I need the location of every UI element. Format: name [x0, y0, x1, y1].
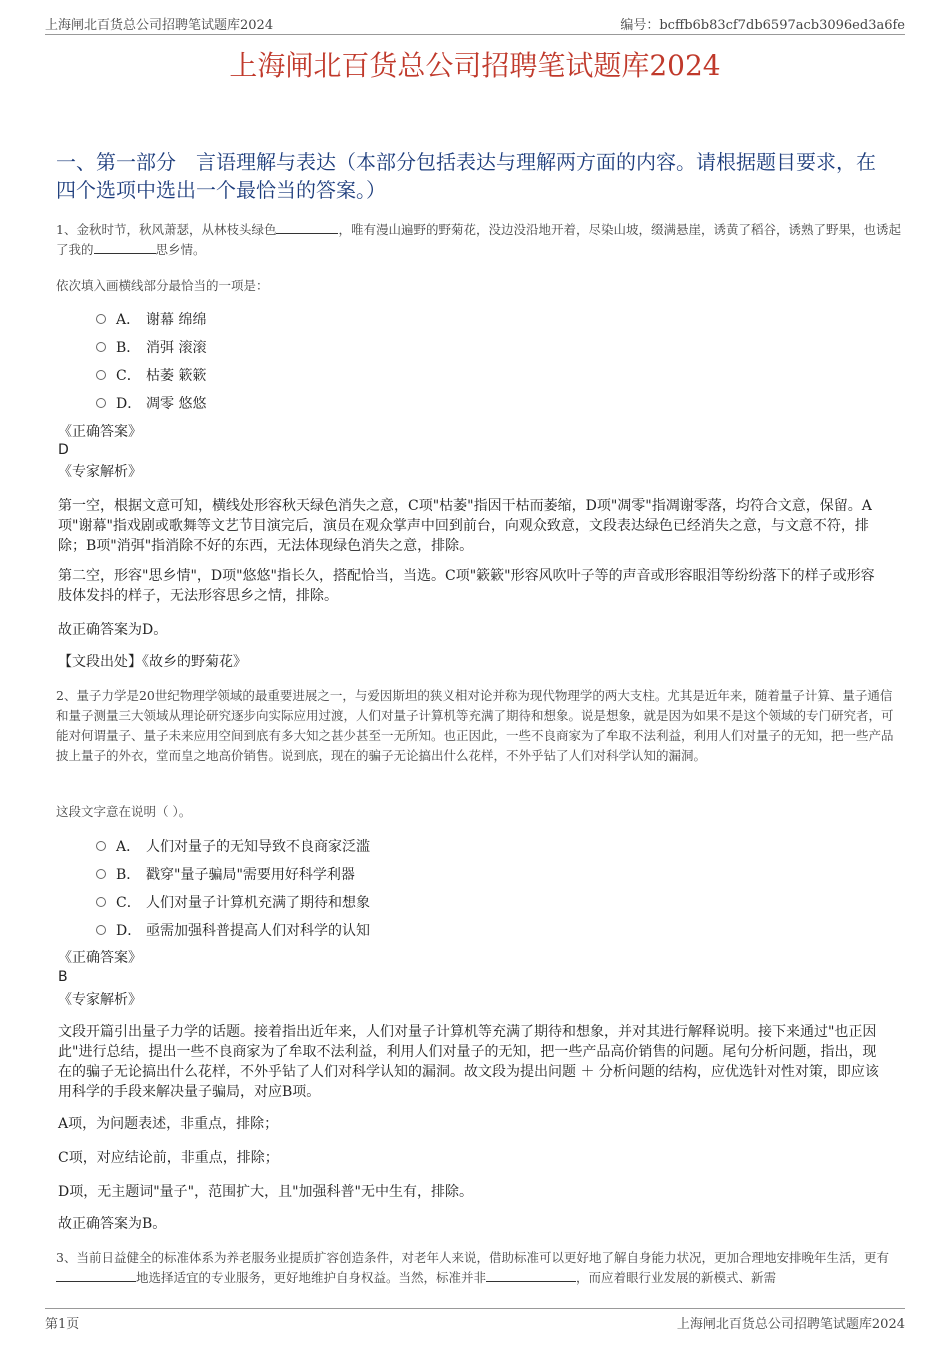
section-heading: 一、第一部分 言语理解与表达（本部分包括表达与理解两方面的内容。请根据题目要求，在四个选项中选出一个最恰当的答案。） — [56, 150, 876, 202]
option-b[interactable]: B． 戳穿"量子骗局"需要用好科学利器 — [96, 860, 370, 888]
option-b[interactable]: B． 消弭 滚滚 — [96, 333, 206, 361]
question-3-stem: 3、当前日益健全的标准体系为养老服务业提质扩容创造条件，对老年人来说，借助标准可以更好地了解自身能力状况，更加合理地安排晚年生活，更有地选择适宜的专业服务，更好地维护自身权益。当然，标准并非 ，而应着眼行业发展的新模式、新需 — [56, 1250, 889, 1285]
radio-icon[interactable] — [96, 342, 106, 352]
question-2-options — [96, 832, 370, 944]
analysis-paragraph: 第一空，根据文意可知，横线处形容秋天绿色消失之意，C项"枯萎"指因干枯而萎缩，D项"凋零"指凋谢零落，均符合文意，保留。A项"谢幕"指戏剧或歌舞等文艺节目演完后，演员在观众掌声中回到前台，向观众致意，文段表达绿色已经消失之意，与文意不符，排除；B项"消弭"指消除不好的东西，无法体现绿色消失之意，排除。 — [58, 498, 872, 554]
source-citation: 【文段出处】《故乡的野菊花》 — [58, 654, 247, 670]
radio-icon[interactable] — [96, 314, 106, 324]
radio-icon[interactable] — [96, 925, 106, 935]
analysis-paragraph: 第二空，形容"思乡情"，D项"悠悠"指长久，搭配恰当，当选。C项"簌簌"形容风吹叶子等的声音或形容眼泪等纷纷落下的样子或形容肢体发抖的样子，无法形容思乡之情，排除。 — [58, 568, 875, 604]
question-1-stem: 1、金秋时节，秋风萧瑟，从林枝头绿色 ，唯有漫山遍野的野菊花，没边没沿地开着，尽染山坡，缀满悬崖，诱黄了稻谷，诱熟了野果，也诱起了我的 思乡情。 — [56, 222, 901, 257]
radio-icon[interactable] — [96, 370, 106, 380]
option-d[interactable]: D． 凋零 悠悠 — [96, 389, 206, 417]
analysis-conclusion: 故正确答案为D。 — [58, 622, 168, 638]
header-title: 上海闸北百货总公司招聘笔试题库2024 — [45, 18, 274, 33]
radio-icon[interactable] — [96, 841, 106, 851]
radio-icon[interactable] — [96, 869, 106, 879]
option-a[interactable]: A． 人们对量子的无知导致不良商家泛滥 — [96, 832, 370, 860]
analysis-paragraph: D项，无主题词"量子"，范围扩大，且"加强科普"无中生有，排除。 — [58, 1184, 473, 1200]
option-c[interactable]: C． 枯萎 簌簌 — [96, 361, 206, 389]
analysis-paragraph: A项，为问题表述，非重点，排除； — [58, 1116, 279, 1132]
analysis-label: 《专家解析》 — [58, 464, 142, 480]
page-footer — [45, 1308, 905, 1333]
option-d[interactable]: D． 亟需加强科普提高人们对科学的认知 — [96, 916, 370, 944]
analysis-paragraph: C项，对应结论前，非重点，排除； — [58, 1150, 279, 1166]
page-header — [45, 14, 905, 35]
answer-value: D — [58, 442, 69, 458]
analysis-paragraph: 文段开篇引出量子力学的话题。接着指出近年来，人们对量子计算机等充满了期待和想象，并对其进行解释说明。接下来通过"也正因此"进行总结，提出一些不良商家为了牟取不法利益，利用人们对量子的无知，把一些产品高价销售的问题。尾句分析问题，指出，现在的骗子无论搞出什么花样，不外乎钻了人们对科学认知的漏洞。故文段为提出问题 ＋ 分析问题的结构，应优选针对性对策，即应该用科学的手段来解决量子骗局，对应B项。 — [58, 1024, 879, 1100]
question-1-prompt: 依次填入画横线部分最恰当的一项是： — [56, 278, 269, 293]
question-2-prompt: 这段文字意在说明（ ）。 — [56, 804, 192, 819]
answer-label: 《正确答案》 — [58, 950, 142, 966]
document-number: 编号：bcffb6b83cf7db6597acb3096ed3a6fe — [620, 18, 905, 33]
footer-title: 上海闸北百货总公司招聘笔试题库2024 — [676, 1317, 905, 1332]
question-1-options — [96, 305, 206, 417]
option-c[interactable]: C． 人们对量子计算机充满了期待和想象 — [96, 888, 370, 916]
radio-icon[interactable] — [96, 398, 106, 408]
option-a[interactable]: A． 谢幕 绵绵 — [96, 305, 206, 333]
answer-label: 《正确答案》 — [58, 424, 142, 440]
analysis-conclusion: 故正确答案为B。 — [58, 1216, 167, 1232]
radio-icon[interactable] — [96, 897, 106, 907]
page-title: 上海闸北百货总公司招聘笔试题库2024 — [229, 49, 721, 82]
page-number: 第1页 — [45, 1317, 80, 1332]
answer-value: B — [58, 969, 68, 985]
analysis-label: 《专家解析》 — [58, 992, 142, 1008]
question-2-stem: 2、量子力学是20世纪物理学领域的最重要进展之一，与爱因斯坦的狭义相对论并称为现代物理学的两大支柱。尤其是近年来，随着量子计算、量子通信和量子测量三大领域从理论研究逐步向实际应用过渡，人们对量子计算机等充满了期待和想象。说是想象，就是因为如果不是这个领域的专门研究者，可能对何谓量子、量子未来应用空间到底有多大知之甚少甚至一无所知。也正因此，一些不良商家为了牟取不法利益，利用人们对量子的无知，把一些产品披上量子的外衣，堂而皇之地高价销售。说到底，现在的骗子无论搞出什么花样，不外乎钻了人们对科学认知的漏洞。 — [56, 688, 894, 763]
